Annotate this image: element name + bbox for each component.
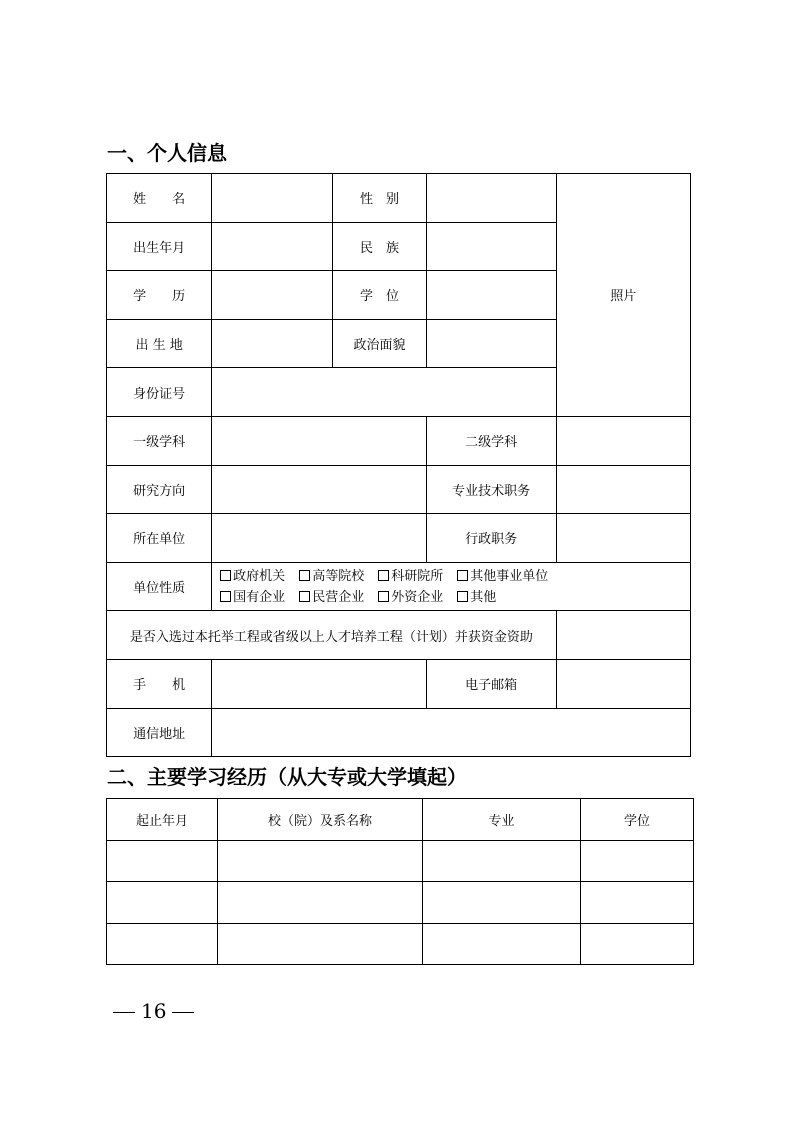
value-secondary-discipline[interactable] (556, 416, 690, 465)
value-primary-discipline[interactable] (212, 416, 426, 465)
cell-degree[interactable] (581, 882, 694, 924)
value-email[interactable] (556, 659, 690, 708)
option-gov[interactable]: 政府机关 (220, 566, 285, 587)
value-admin-position[interactable] (556, 514, 690, 563)
label-mobile: 手 机 (107, 659, 212, 708)
dash-right (172, 1012, 194, 1013)
value-employer[interactable] (212, 514, 426, 563)
option-private[interactable]: 民营企业 (299, 587, 364, 608)
table-row (107, 923, 694, 965)
checkbox-icon[interactable] (299, 591, 310, 602)
label-professional-title: 专业技术职务 (426, 465, 556, 514)
option-foreign[interactable]: 外资企业 (378, 587, 443, 608)
label-birthplace: 出 生 地 (107, 319, 212, 368)
cell-degree[interactable] (581, 840, 694, 882)
checkbox-icon[interactable] (299, 570, 310, 581)
label-gender: 性 别 (333, 174, 426, 223)
cell-major[interactable] (423, 840, 581, 882)
value-address[interactable] (212, 708, 691, 757)
option-univ[interactable]: 高等院校 (299, 566, 364, 587)
label-employer: 所在单位 (107, 514, 212, 563)
value-mobile[interactable] (212, 659, 426, 708)
checkbox-icon[interactable] (378, 570, 389, 581)
value-id-number[interactable] (212, 368, 557, 417)
education-history-table (106, 798, 694, 965)
checkbox-icon[interactable] (457, 570, 468, 581)
checkbox-icon[interactable] (220, 570, 231, 581)
value-professional-title[interactable] (556, 465, 690, 514)
cell-school[interactable] (218, 882, 423, 924)
header-major: 专业 (423, 799, 581, 841)
employer-type-options (212, 562, 691, 611)
cell-major[interactable] (423, 882, 581, 924)
personal-info-table (106, 173, 691, 757)
cell-period[interactable] (107, 882, 218, 924)
value-degree[interactable] (426, 271, 556, 320)
page-number: 16 (141, 999, 167, 1023)
value-selected-question[interactable] (556, 611, 690, 660)
cell-school[interactable] (218, 840, 423, 882)
label-secondary-discipline: 二级学科 (426, 416, 556, 465)
value-birth-date[interactable] (212, 222, 333, 271)
option-research[interactable]: 科研院所 (378, 566, 443, 587)
header-degree: 学位 (581, 799, 694, 841)
label-employer-type: 单位性质 (107, 562, 212, 611)
option-other[interactable]: 其他 (457, 587, 496, 608)
page-footer (107, 999, 200, 1023)
label-degree: 学 位 (333, 271, 426, 320)
label-ethnicity: 民 族 (333, 222, 426, 271)
label-admin-position: 行政职务 (426, 514, 556, 563)
label-email: 电子邮箱 (426, 659, 556, 708)
value-education[interactable] (212, 271, 333, 320)
dash-left (113, 1012, 135, 1013)
label-name: 姓 名 (107, 174, 212, 223)
table-row (107, 840, 694, 882)
value-birthplace[interactable] (212, 319, 333, 368)
value-gender[interactable] (426, 174, 556, 223)
label-selected-question: 是否入选过本托举工程或省级以上人才培养工程（计划）并获资金资助 (107, 611, 557, 660)
label-address: 通信地址 (107, 708, 212, 757)
cell-major[interactable] (423, 923, 581, 965)
label-political-status: 政治面貌 (333, 319, 426, 368)
checkbox-icon[interactable] (457, 591, 468, 602)
option-soe[interactable]: 国有企业 (220, 587, 285, 608)
value-ethnicity[interactable] (426, 222, 556, 271)
label-birth-date: 出生年月 (107, 222, 212, 271)
label-id-number: 身份证号 (107, 368, 212, 417)
header-school: 校（院）及系名称 (218, 799, 423, 841)
checkbox-icon[interactable] (220, 591, 231, 602)
cell-period[interactable] (107, 923, 218, 965)
header-period: 起止年月 (107, 799, 218, 841)
value-political-status[interactable] (426, 319, 556, 368)
label-primary-discipline: 一级学科 (107, 416, 212, 465)
value-name[interactable] (212, 174, 333, 223)
option-other-inst[interactable]: 其他事业单位 (457, 566, 548, 587)
section-title-personal-info: 一、个人信息 (107, 141, 227, 165)
checkbox-icon[interactable] (378, 591, 389, 602)
cell-degree[interactable] (581, 923, 694, 965)
photo-cell[interactable]: 照片 (556, 174, 690, 417)
cell-period[interactable] (107, 840, 218, 882)
table-row (107, 882, 694, 924)
value-research-direction[interactable] (212, 465, 426, 514)
cell-school[interactable] (218, 923, 423, 965)
section-title-education-history: 二、主要学习经历（从大专或大学填起） (107, 765, 467, 789)
label-education: 学 历 (107, 271, 212, 320)
label-research-direction: 研究方向 (107, 465, 212, 514)
